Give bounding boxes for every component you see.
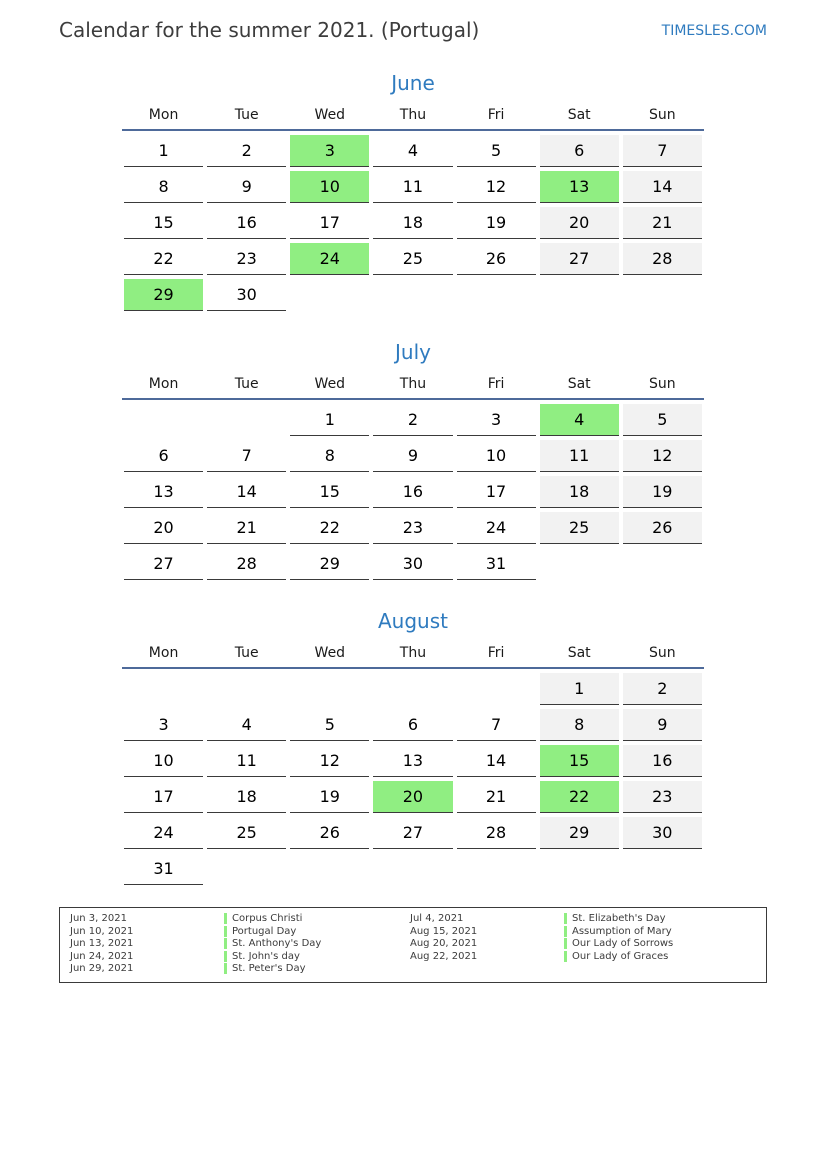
month-august [122,608,704,889]
day-cell: 10 [457,440,536,472]
legend-holiday-name: St. Anthony's Day [224,938,321,949]
day-cell: 25 [540,512,619,544]
day-cell: 22 [290,512,369,544]
legend-date: Aug 20, 2021 [410,938,478,949]
legend-date: Jun 10, 2021 [70,925,134,937]
legend-column [70,913,321,976]
day-cell: 19 [290,781,369,813]
day-cell: 17 [457,476,536,508]
legend-date: Aug 15, 2021 [410,925,478,937]
legend-holiday-name: Assumption of Mary [564,926,672,937]
legend-date: Jun 24, 2021 [70,950,134,962]
site-link[interactable]: TIMESLES.COM [661,23,767,39]
day-cell: 1 [540,673,619,705]
month-title: August [378,609,448,633]
day-cell: 11 [207,745,286,777]
weekday-label: Thu [399,376,427,392]
day-grid [122,131,704,315]
legend-date: Aug 22, 2021 [410,950,478,962]
day-cell: 17 [290,207,369,239]
weekday-label: Sun [648,645,676,661]
day-cell: 14 [207,476,286,508]
day-cell: 9 [623,709,702,741]
day-cell: 14 [623,171,702,203]
legend-holiday-name: St. Peter's Day [224,963,306,974]
day-cell: 27 [540,243,619,275]
month-title: June [391,71,435,95]
day-cell: 4 [373,135,452,167]
day-cell: 20 [124,512,203,544]
legend-date: Jun 13, 2021 [70,938,134,949]
weekday-label: Sat [567,645,591,661]
month-july [122,339,704,584]
weekday-label: Mon [148,645,179,661]
day-cell: 26 [623,512,702,544]
day-cell: 7 [207,440,286,472]
day-cell: 18 [373,207,452,239]
day-cell: 8 [540,709,619,741]
day-cell-holiday: 22 [540,781,619,813]
day-cell: 26 [457,243,536,275]
month-title: July [395,340,431,364]
legend-row [410,926,673,939]
day-cell: 24 [124,817,203,849]
day-cell: 30 [373,548,452,580]
weekday-label: Mon [148,376,179,392]
day-cell: 31 [457,548,536,580]
weekday-label: Sat [567,376,591,392]
day-cell: 23 [373,512,452,544]
weekday-label: Sat [567,107,591,123]
legend-row [410,951,673,964]
day-cell: 27 [124,548,203,580]
day-cell: 6 [373,709,452,741]
month-june [122,70,704,315]
legend-date: Jun 3, 2021 [70,913,127,924]
day-cell: 24 [457,512,536,544]
day-cell: 30 [207,279,286,311]
legend-holiday-name: Our Lady of Graces [564,951,668,962]
weekday-label: Tue [234,107,259,123]
day-cell: 21 [207,512,286,544]
day-cell: 15 [290,476,369,508]
day-cell: 5 [457,135,536,167]
day-cell: 28 [207,548,286,580]
day-cell: 30 [623,817,702,849]
day-cell: 1 [124,135,203,167]
weekday-header [122,643,704,669]
holiday-legend [59,907,767,983]
day-cell: 19 [623,476,702,508]
day-cell: 5 [290,709,369,741]
weekday-label: Tue [234,645,259,661]
day-cell: 2 [207,135,286,167]
weekday-label: Wed [314,376,346,392]
weekday-label: Fri [487,645,505,661]
day-cell: 9 [207,171,286,203]
day-cell: 18 [540,476,619,508]
day-cell: 20 [540,207,619,239]
day-cell: 16 [623,745,702,777]
day-cell: 3 [457,404,536,436]
day-cell: 15 [124,207,203,239]
day-cell: 29 [540,817,619,849]
day-cell-holiday: 24 [290,243,369,275]
day-cell: 7 [457,709,536,741]
day-cell: 18 [207,781,286,813]
day-cell: 11 [373,171,452,203]
day-cell-holiday: 13 [540,171,619,203]
day-cell: 23 [207,243,286,275]
day-cell: 12 [290,745,369,777]
day-cell: 2 [623,673,702,705]
day-cell: 28 [623,243,702,275]
legend-date: Jun 29, 2021 [70,963,134,974]
day-cell: 8 [124,171,203,203]
day-cell: 31 [124,853,203,885]
day-cell: 13 [124,476,203,508]
day-cell-holiday: 3 [290,135,369,167]
day-cell: 21 [623,207,702,239]
day-cell: 29 [290,548,369,580]
day-cell-holiday: 20 [373,781,452,813]
legend-row [410,938,673,951]
legend-holiday-name: Our Lady of Sorrows [564,938,673,949]
day-grid [122,669,704,889]
legend-row [70,951,321,964]
day-cell: 6 [124,440,203,472]
legend-column [410,913,673,963]
day-cell: 19 [457,207,536,239]
weekday-label: Tue [234,376,259,392]
day-cell: 25 [373,243,452,275]
day-cell: 12 [623,440,702,472]
weekday-label: Thu [399,107,427,123]
day-cell: 17 [124,781,203,813]
day-cell: 7 [623,135,702,167]
weekday-label: Wed [314,645,346,661]
day-cell: 14 [457,745,536,777]
day-cell: 3 [124,709,203,741]
day-grid [122,400,704,584]
day-cell: 9 [373,440,452,472]
weekday-label: Thu [399,645,427,661]
day-cell: 1 [290,404,369,436]
day-cell: 25 [207,817,286,849]
day-cell: 21 [457,781,536,813]
day-cell: 27 [373,817,452,849]
legend-row [70,913,321,926]
legend-row [410,913,673,926]
day-cell: 12 [457,171,536,203]
legend-row [70,926,321,939]
day-cell-holiday: 10 [290,171,369,203]
day-cell: 16 [207,207,286,239]
day-cell-holiday: 4 [540,404,619,436]
day-cell: 28 [457,817,536,849]
weekday-label: Fri [487,376,505,392]
weekday-label: Sun [648,107,676,123]
day-cell: 13 [373,745,452,777]
day-cell: 2 [373,404,452,436]
weekday-label: Fri [487,107,505,123]
legend-row [70,938,321,951]
legend-date: Jul 4, 2021 [410,913,464,924]
weekday-label: Wed [314,107,346,123]
legend-row [70,963,321,976]
day-cell-holiday: 15 [540,745,619,777]
day-cell: 11 [540,440,619,472]
day-cell: 22 [124,243,203,275]
weekday-header [122,374,704,400]
legend-holiday-name: St. John's day [224,951,300,962]
day-cell: 4 [207,709,286,741]
weekday-header [122,105,704,131]
legend-holiday-name: Portugal Day [224,926,296,937]
day-cell: 8 [290,440,369,472]
day-cell: 26 [290,817,369,849]
weekday-label: Sun [648,376,676,392]
page-title: Calendar for the summer 2021. (Portugal) [59,18,480,42]
day-cell: 16 [373,476,452,508]
day-cell-holiday: 29 [124,279,203,311]
day-cell: 6 [540,135,619,167]
weekday-label: Mon [148,107,179,123]
legend-holiday-name: Corpus Christi [224,913,302,924]
day-cell: 10 [124,745,203,777]
day-cell: 5 [623,404,702,436]
day-cell: 23 [623,781,702,813]
legend-holiday-name: St. Elizabeth's Day [564,913,666,924]
